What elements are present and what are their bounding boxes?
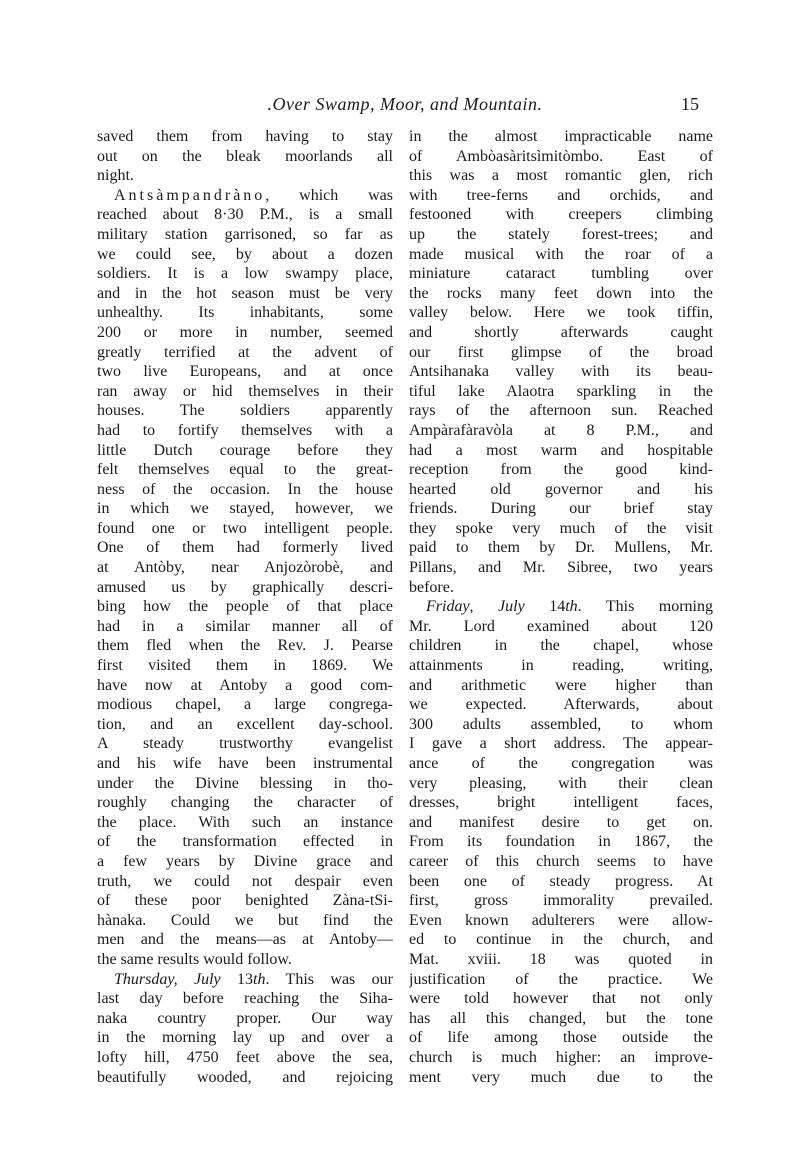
text-line [409,774,713,794]
text-line [97,127,393,147]
text-run: the place. With such an instance [97,813,393,831]
text-line [97,303,393,323]
text-run: have now at Antoby a good com- [97,676,393,694]
text-line [97,989,393,1009]
text-line [97,970,393,990]
text-run: them fled when the Rev. J. Pearse [97,637,393,655]
text-line [409,715,713,735]
text-line [409,832,713,852]
text-run: modious chapel, a large congrega- [97,696,393,714]
text-run: 13 [237,970,253,988]
text-run: night. [97,167,134,185]
text-line [409,460,713,480]
text-line [409,930,713,950]
text-line [409,362,713,382]
text-run: ness of the occasion. In the house [97,480,393,498]
text-run: hànaka. Could we but find the [97,911,393,929]
text-line [409,343,713,363]
text-run: miniature cataract tumbling over [409,265,713,283]
text-run: Ampàrafàravòla at 8 P.M., and [409,421,713,439]
text-line [409,970,713,990]
text-line [409,225,713,245]
text-run: greatly terrified at the advent of [97,343,393,361]
text-run: had in a similar manner all of [97,617,393,635]
text-run: bing how the people of that place [97,598,393,616]
text-line [409,911,713,931]
text-line [97,284,393,304]
text-run: Antsihanaka valley with its beau- [409,363,713,381]
text-run: last day before reaching the Siha- [97,990,393,1008]
text-run: in the almost impracticable name [409,128,713,145]
text-run: with tree-ferns and orchids, and [409,186,713,204]
text-line [97,656,393,676]
text-line [97,538,393,558]
text-run: . This was our [265,970,393,988]
text-line [409,205,713,225]
text-line [97,578,393,598]
text-run: up the stately forest-trees; and [409,225,713,243]
text-line [409,519,713,539]
text-run: and manifest desire to get on. [409,813,713,831]
text-run: had to fortify themselves with a [97,421,393,439]
running-head [97,93,713,115]
text-run: in which we stayed, however, we [97,500,393,518]
text-line [97,343,393,363]
text-run: in the morning lay up and over a [97,1029,393,1047]
text-run: reached about 8·30 P.M., is a small [97,206,393,224]
text-run: were told however that not only [409,990,713,1008]
text-line [409,558,713,578]
text-run: Mat. xviii. 18 was quoted in [409,950,713,968]
text-run: they spoke very much of the visit [409,519,713,537]
text-line [409,676,713,696]
text-line [409,597,713,617]
text-run: Friday [426,598,470,616]
text-line [97,950,393,970]
text-line [409,499,713,519]
text-run: soldiers. It is a low swampy place, [97,265,393,283]
text-line [97,617,393,637]
text-run: and shortly afterwards caught [409,323,713,341]
text-line [97,1028,393,1048]
text-line [409,891,713,911]
text-run: truth, we could not despair even [97,872,393,890]
text-line [409,401,713,421]
text-line [409,166,713,186]
text-run: 14 [549,598,566,616]
text-run: children in the chapel, whose [409,637,713,655]
text-run: naka country proper. Our way [97,1009,393,1027]
text-body [97,127,713,1087]
text-line [97,421,393,441]
text-run: 300 adults assembled, to whom [409,715,713,733]
text-line [409,147,713,167]
text-run: 200 or more in number, seemed [97,323,393,341]
text-line [409,813,713,833]
page-title: .Over Swamp, Moor, and Mountain. [267,94,543,114]
text-line [97,558,393,578]
text-line [409,734,713,754]
text-run: and arithmetic were higher than [409,676,713,694]
text-line [97,695,393,715]
text-run: One of them had formerly lived [97,539,393,557]
text-line [409,754,713,774]
text-run: we expected. Afterwards, about [409,696,713,714]
text-run: has all this changed, but the tone [409,1009,713,1027]
text-run: the rocks many feet down into the [409,284,713,302]
text-run: we could see, by about a dozen [97,245,393,263]
text-run: hearted old governor and his [409,480,713,498]
text-line [97,480,393,500]
text-run: roughly changing the character of [97,794,393,812]
text-line [97,245,393,265]
text-line [409,127,713,147]
text-run: first visited them in 1869. We [97,657,393,675]
text-run: A steady trustworthy evangelist [97,735,393,753]
text-line [97,401,393,421]
text-run: two live Europeans, and at once [97,363,393,381]
text-run: felt themselves equal to the great- [97,461,393,479]
text-line [409,872,713,892]
text-line [97,715,393,735]
text-line [409,186,713,206]
text-line [97,186,393,206]
text-run: amused us by graphically descri- [97,578,393,596]
text-line [97,793,393,813]
text-run: , which was [265,186,393,204]
text-run: tiful lake Alaotra sparkling in the [409,382,713,400]
text-line [409,441,713,461]
text-line [409,1009,713,1029]
text-run: friends. During our brief stay [409,500,713,518]
text-run: beautifully wooded, and rejoicing [97,1068,393,1086]
text-run: rays of the afternoon sun. Reached [409,402,713,420]
text-run: unhealthy. Its inhabitants, some [97,304,393,322]
text-run: been one of steady progress. At [409,872,713,890]
text-line [97,264,393,284]
text-line [97,754,393,774]
text-run: of the transformation effected in [97,833,393,851]
text-line [97,382,393,402]
text-run: Antsàmpandràno [114,186,266,204]
text-line [409,284,713,304]
text-line [97,636,393,656]
text-run: attainments in reading, writing, [409,657,713,675]
text-run: reception from the good kind- [409,461,713,479]
text-run: ance of the congregation was [409,755,713,772]
text-line [97,499,393,519]
text-line [97,911,393,931]
text-line [409,1048,713,1068]
text-run: From its foundation in 1867, the [409,833,713,851]
text-run: saved them from having to stay [97,128,393,145]
text-line [97,441,393,461]
text-line [97,1048,393,1068]
text-run: houses. The soldiers apparently [97,402,393,420]
text-line [409,264,713,284]
text-line [97,147,393,167]
text-line [97,1009,393,1029]
text-run: Mr. Lord examined about 120 [409,617,713,635]
text-line [409,656,713,676]
text-line [409,245,713,265]
text-run: our first glimpse of the broad [409,343,713,361]
text-run: th [253,970,266,988]
text-run: little Dutch courage before they [97,441,393,459]
text-run: men and the means—as at Antoby— [97,931,393,949]
text-line [97,1068,393,1088]
text-run: paid to them by Dr. Mullens, Mr. [409,539,713,557]
text-line [97,323,393,343]
text-run: th [565,598,578,616]
text-line [97,166,393,186]
text-run: very pleasing, with their clean [409,774,713,792]
text-run: at Antòby, near Anjozòrobè, and [97,559,393,577]
text-line [409,989,713,1009]
text-line [409,617,713,637]
text-line [409,480,713,500]
text-run: church is much higher: an improve- [409,1048,713,1066]
text-line [409,382,713,402]
text-line [97,362,393,382]
text-run: made musical with the roar of a [409,245,713,263]
text-run: and his wife have been instrumental [97,755,393,772]
text-run: . This morning [577,598,713,616]
text-line [409,793,713,813]
text-run: festooned with creepers climbing [409,206,713,224]
text-line [409,578,713,598]
text-run: the same results would follow. [97,950,292,968]
text-run: first, gross immorality prevailed. [409,892,713,910]
text-run: ed to continue in the church, and [409,931,713,949]
text-run: had a most warm and hospitable [409,441,713,459]
text-run: before. [409,578,454,596]
text-run: dresses, bright intelligent faces, [409,794,713,812]
column-right [409,127,713,1087]
page-number: 15 [681,94,699,114]
text-line [97,813,393,833]
text-line [97,205,393,225]
text-line [97,832,393,852]
text-line [97,519,393,539]
text-run: Even known adulterers were allow- [409,911,713,929]
text-run: of Ambòasàritsìmitòmbo. East of [409,147,713,165]
column-left [97,127,393,1087]
text-line [97,460,393,480]
text-run: career of this church seems to have [409,852,713,870]
text-run: out on the bleak moorlands all [97,147,393,165]
text-run: lofty hill, 4750 feet above the sea, [97,1048,393,1066]
text-line [97,225,393,245]
text-line [97,734,393,754]
text-run: I gave a short address. The appear- [409,735,713,753]
text-line [97,930,393,950]
text-run: this was a most romantic glen, rich [409,167,713,185]
text-line [97,676,393,696]
text-line [409,1028,713,1048]
text-run: ran away or hid themselves in their [97,382,393,400]
text-run: and in the hot season must be very [97,284,393,302]
text-line [97,891,393,911]
text-run: under the Divine blessing in tho- [97,774,393,792]
text-run: a few years by Divine grace and [97,852,393,870]
text-run: ment very much due to the [409,1068,713,1086]
text-line [409,950,713,970]
text-line [409,636,713,656]
text-line [409,303,713,323]
text-run: July [498,598,550,616]
text-line [409,1068,713,1088]
text-line [409,695,713,715]
text-run: , [469,598,499,616]
text-line [409,538,713,558]
text-line [409,852,713,872]
text-run: valley below. Here we took tiffin, [409,304,713,322]
text-run: justification of the practice. We [409,970,713,988]
text-run: military station garrisoned, so far as [97,225,393,243]
text-run: of these poor benighted Zàna-tSi- [97,892,393,910]
text-run: Thursday, July [114,970,237,988]
text-run: of life among those outside the [409,1029,713,1047]
text-run: Pillans, and Mr. Sibree, two years [409,559,713,577]
text-line [409,323,713,343]
text-line [97,774,393,794]
text-run: found one or two intelligent people. [97,519,393,537]
text-line [97,597,393,617]
text-run: tion, and an excellent day-school. [97,715,393,733]
text-line [97,852,393,872]
text-line [409,421,713,441]
text-line [97,872,393,892]
